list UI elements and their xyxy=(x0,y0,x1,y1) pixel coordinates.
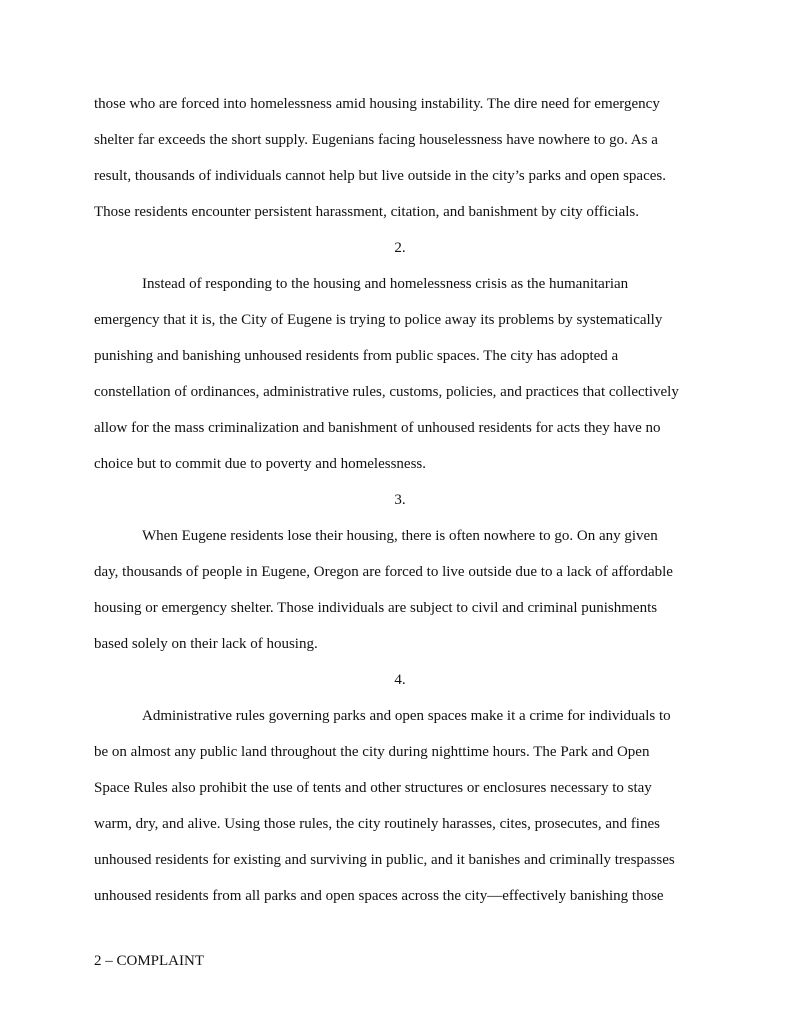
paragraph-2-line-1: Instead of responding to the housing and homelessness crisis as the humanitarian xyxy=(142,276,629,292)
paragraph-number-4: 4. xyxy=(394,672,406,688)
paragraph-2-line-4: constellation of ordinances, administrative rules, customs, policies, and practices that collectively xyxy=(94,384,679,400)
paragraph-2-line-2: emergency that it is, the City of Eugene is trying to police away its problems by systematically xyxy=(94,312,663,328)
paragraph-3-line-3: housing or emergency shelter. Those individuals are subject to civil and criminal punishments xyxy=(94,600,658,616)
paragraph-4-line-5: unhoused residents for existing and surviving in public, and it banishes and criminally trespasses xyxy=(94,852,675,868)
paragraph-3-line-2: day, thousands of people in Eugene, Oregon are forced to live outside due to a lack of affordable xyxy=(94,564,673,580)
paragraph-4-line-2: be on almost any public land throughout the city during nighttime hours. The Park and Open xyxy=(94,744,650,760)
paragraph-4-line-4: warm, dry, and alive. Using those rules, the city routinely harasses, cites, prosecutes, and fines xyxy=(94,816,660,832)
paragraph-1-line-3: result, thousands of individuals cannot help but live outside in the city’s parks and open spaces. xyxy=(94,168,666,184)
paragraph-3-line-1: When Eugene residents lose their housing, there is often nowhere to go. On any given xyxy=(142,528,658,544)
paragraph-1-line-2: shelter far exceeds the short supply. Eugenians facing houselessness have nowhere to go. As a xyxy=(94,132,658,148)
paragraph-2-line-6: choice but to commit due to poverty and homelessness. xyxy=(94,456,427,472)
paragraph-1-line-1: those who are forced into homelessness amid housing instability. The dire need for emergency xyxy=(94,96,660,112)
paragraph-2-line-5: allow for the mass criminalization and banishment of unhoused residents for acts they have no xyxy=(94,420,661,436)
paragraph-4-line-3: Space Rules also prohibit the use of tents and other structures or enclosures necessary to stay xyxy=(94,780,652,796)
paragraph-4-line-6: unhoused residents from all parks and open spaces across the city—effectively banishing those xyxy=(94,888,664,904)
paragraph-3-line-4: based solely on their lack of housing. xyxy=(94,636,318,652)
paragraph-number-3: 3. xyxy=(394,492,406,508)
paragraph-4-line-1: Administrative rules governing parks and open spaces make it a crime for individuals to xyxy=(142,708,671,724)
paragraph-1-line-4: Those residents encounter persistent harassment, citation, and banishment by city officials. xyxy=(94,204,639,220)
page-footer: 2 – COMPLAINT xyxy=(94,953,205,969)
paragraph-2-line-3: punishing and banishing unhoused residents from public spaces. The city has adopted a xyxy=(94,348,619,364)
paragraph-number-2: 2. xyxy=(394,240,406,256)
